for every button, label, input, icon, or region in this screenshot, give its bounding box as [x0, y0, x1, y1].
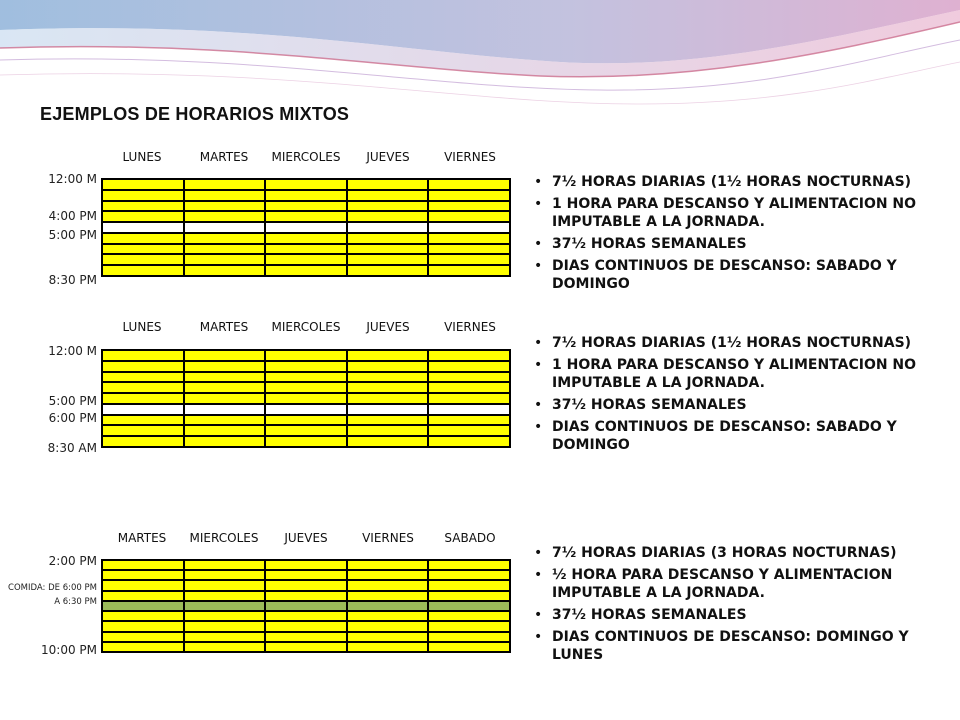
schedule-cell — [103, 612, 183, 620]
time-label: 12:00 M — [48, 344, 97, 358]
page-title: EJEMPLOS DE HORARIOS MIXTOS — [40, 104, 350, 124]
schedule-cell — [266, 622, 346, 630]
work-row — [103, 351, 509, 360]
schedule-cell — [429, 223, 509, 232]
work-row — [103, 592, 509, 600]
note-item: • 7½ HORAS DIARIAS (1½ HORAS NOCTURNAS) — [534, 174, 912, 190]
schedule-cell — [103, 622, 183, 630]
note-item: • 1 HORA PARA DESCANSO Y ALIMENTACION NO IMPUTABLE A LA JORNADA. — [534, 196, 917, 230]
schedule-cell — [266, 351, 346, 360]
break-row — [103, 405, 509, 414]
schedule-cell — [429, 426, 509, 435]
schedule-grid — [101, 178, 511, 277]
schedule-cell — [429, 362, 509, 371]
schedule-cell — [185, 245, 265, 254]
note-item: • 37½ HORAS SEMANALES — [534, 236, 747, 252]
schedule-cell — [103, 234, 183, 243]
schedule-cell — [185, 351, 265, 360]
schedule-cell — [429, 633, 509, 641]
schedule-cell — [429, 581, 509, 589]
work-row — [103, 643, 509, 651]
schedule-cell — [348, 581, 428, 589]
schedule-cell — [103, 416, 183, 425]
meal-time-label: COMIDA: DE 6:00 PM — [8, 583, 97, 593]
schedule-cell — [185, 266, 265, 275]
schedule-cell — [103, 643, 183, 651]
time-label: 12:00 M — [48, 172, 97, 186]
schedule-cell — [266, 362, 346, 371]
work-row — [103, 180, 509, 189]
schedule-cell — [348, 362, 428, 371]
schedule-cell — [348, 394, 428, 403]
work-row — [103, 191, 509, 200]
work-row — [103, 633, 509, 641]
schedule-cell — [266, 561, 346, 569]
time-label: 4:00 PM — [48, 209, 97, 223]
time-label: 8:30 PM — [48, 273, 97, 287]
schedule-cell — [185, 394, 265, 403]
schedule-cell — [429, 622, 509, 630]
time-label: 10:00 PM — [41, 643, 97, 657]
schedule-cell — [266, 212, 346, 221]
schedule-cell — [429, 373, 509, 382]
schedule-cell — [429, 212, 509, 221]
work-row — [103, 373, 509, 382]
day-header: VIERNES — [444, 150, 496, 164]
schedule-cell — [185, 212, 265, 221]
work-row — [103, 245, 509, 254]
schedule-cell — [348, 180, 428, 189]
work-row — [103, 212, 509, 221]
schedule-cell — [266, 266, 346, 275]
schedule-cell — [348, 405, 428, 414]
schedule-notes — [532, 544, 952, 668]
schedule-cell — [103, 571, 183, 579]
work-row — [103, 416, 509, 425]
schedule-cell — [348, 602, 428, 610]
day-headers — [101, 320, 511, 336]
schedule-cell — [429, 351, 509, 360]
schedule-cell — [266, 180, 346, 189]
day-header: MARTES — [199, 320, 249, 334]
schedule-cell — [103, 266, 183, 275]
schedule-cell — [185, 643, 265, 651]
schedule-cell — [348, 561, 428, 569]
schedule-cell — [348, 212, 428, 221]
schedule-cell — [266, 426, 346, 435]
schedule-cell — [429, 643, 509, 651]
day-header: JUEVES — [366, 150, 410, 164]
schedule-cell — [429, 394, 509, 403]
schedule-cell — [103, 581, 183, 589]
schedule-cell — [266, 602, 346, 610]
schedule-cell — [103, 633, 183, 641]
schedule-cell — [429, 612, 509, 620]
schedule-cell — [429, 416, 509, 425]
note-item: • 7½ HORAS DIARIAS (1½ HORAS NOCTURNAS) — [534, 335, 912, 351]
schedule-notes — [532, 334, 952, 458]
schedule-grid — [101, 349, 511, 448]
schedule-cell — [266, 191, 346, 200]
work-row — [103, 394, 509, 403]
work-row — [103, 266, 509, 275]
schedule-cell — [429, 405, 509, 414]
schedule-cell — [185, 426, 265, 435]
work-row — [103, 383, 509, 392]
schedule-cell — [429, 255, 509, 264]
schedule-cell — [103, 405, 183, 414]
schedule-cell — [266, 592, 346, 600]
schedule-cell — [103, 602, 183, 610]
day-header: MARTES — [199, 150, 249, 164]
schedule-cell — [185, 223, 265, 232]
schedule-cell — [103, 245, 183, 254]
schedule-cell — [348, 643, 428, 651]
schedule-cell — [348, 592, 428, 600]
note-item: • DIAS CONTINUOS DE DESCANSO: DOMINGO Y LUNES — [534, 629, 909, 663]
schedule-cell — [266, 245, 346, 254]
schedule-cell — [266, 405, 346, 414]
schedule-cell — [103, 362, 183, 371]
schedule-cell — [348, 571, 428, 579]
schedule-cell — [348, 234, 428, 243]
schedule-cell — [348, 351, 428, 360]
work-row — [103, 426, 509, 435]
day-header: LUNES — [122, 150, 162, 164]
day-headers — [101, 150, 511, 166]
schedule-cell — [185, 437, 265, 446]
meal-row — [103, 602, 509, 610]
note-item: • 1 HORA PARA DESCANSO Y ALIMENTACION NO IMPUTABLE A LA JORNADA. — [534, 357, 917, 391]
schedule-cell — [429, 383, 509, 392]
schedule-notes — [532, 173, 952, 297]
schedule-cell — [348, 245, 428, 254]
day-header: MIERCOLES — [189, 531, 259, 545]
schedule-cell — [103, 180, 183, 189]
schedule-cell — [185, 571, 265, 579]
schedule-cell — [103, 426, 183, 435]
schedule-cell — [266, 373, 346, 382]
time-label: 6:00 PM — [48, 411, 97, 425]
schedule-cell — [266, 255, 346, 264]
time-label: 8:30 AM — [47, 441, 97, 455]
schedule-cell — [103, 351, 183, 360]
day-header: LUNES — [122, 320, 162, 334]
work-row — [103, 437, 509, 446]
schedule-cell — [266, 612, 346, 620]
schedule-cell — [429, 561, 509, 569]
schedule-cell — [103, 437, 183, 446]
schedule-cell — [266, 416, 346, 425]
schedule-cell — [266, 202, 346, 211]
work-row — [103, 234, 509, 243]
schedule-cell — [103, 212, 183, 221]
schedule-cell — [185, 602, 265, 610]
schedule-cell — [185, 191, 265, 200]
schedule-cell — [348, 373, 428, 382]
schedule-cell — [429, 180, 509, 189]
schedule-cell — [185, 561, 265, 569]
schedule-cell — [429, 266, 509, 275]
schedule-cell — [103, 223, 183, 232]
schedule-cell — [185, 416, 265, 425]
schedule-cell — [348, 612, 428, 620]
schedule-cell — [103, 202, 183, 211]
schedule-cell — [266, 394, 346, 403]
schedule-cell — [185, 202, 265, 211]
schedule-cell — [103, 592, 183, 600]
schedule-cell — [266, 383, 346, 392]
schedule-cell — [185, 405, 265, 414]
day-header: SABADO — [444, 531, 496, 545]
schedule-cell — [103, 383, 183, 392]
time-label: 2:00 PM — [48, 554, 97, 568]
schedule-cell — [185, 180, 265, 189]
schedule-cell — [266, 633, 346, 641]
day-header: VIERNES — [444, 320, 496, 334]
schedule-cell — [185, 234, 265, 243]
schedule-cell — [429, 571, 509, 579]
schedule-cell — [185, 362, 265, 371]
work-row — [103, 362, 509, 371]
schedule-cell — [266, 571, 346, 579]
schedule-cell — [348, 416, 428, 425]
schedule-grid — [101, 559, 511, 653]
work-row — [103, 255, 509, 264]
schedule-cell — [348, 223, 428, 232]
schedule-cell — [348, 202, 428, 211]
schedule-cell — [348, 437, 428, 446]
day-header: MARTES — [117, 531, 167, 545]
schedule-cell — [185, 592, 265, 600]
schedule-cell — [429, 234, 509, 243]
schedule-cell — [185, 633, 265, 641]
note-item: • 7½ HORAS DIARIAS (3 HORAS NOCTURNAS) — [534, 545, 897, 561]
work-row — [103, 581, 509, 589]
work-row — [103, 571, 509, 579]
day-headers — [101, 531, 511, 547]
schedule-cell — [429, 202, 509, 211]
note-item: • 37½ HORAS SEMANALES — [534, 397, 747, 413]
note-item: • DIAS CONTINUOS DE DESCANSO: SABADO Y DOMINGO — [534, 419, 897, 453]
schedule-cell — [103, 255, 183, 264]
schedule-cell — [348, 266, 428, 275]
schedule-cell — [429, 245, 509, 254]
header-wave-decoration — [0, 0, 960, 110]
schedule-cell — [103, 561, 183, 569]
schedule-cell — [185, 581, 265, 589]
day-header: JUEVES — [366, 320, 410, 334]
schedule-cell — [185, 612, 265, 620]
note-item: • 37½ HORAS SEMANALES — [534, 607, 747, 623]
schedule-cell — [185, 373, 265, 382]
meal-time-label: A 6:30 PM — [54, 597, 97, 607]
schedule-cell — [185, 383, 265, 392]
schedule-cell — [266, 581, 346, 589]
schedule-cell — [266, 643, 346, 651]
schedule-cell — [429, 592, 509, 600]
schedule-cell — [348, 426, 428, 435]
work-row — [103, 622, 509, 630]
schedule-cell — [185, 622, 265, 630]
break-row — [103, 223, 509, 232]
schedule-cell — [103, 373, 183, 382]
time-label: 5:00 PM — [48, 228, 97, 242]
schedule-cell — [266, 437, 346, 446]
schedule-cell — [348, 633, 428, 641]
time-label: 5:00 PM — [48, 394, 97, 408]
day-header: VIERNES — [362, 531, 414, 545]
schedule-cell — [429, 191, 509, 200]
schedule-cell — [266, 223, 346, 232]
note-item: • ½ HORA PARA DESCANSO Y ALIMENTACION IMPUTABLE A LA JORNADA. — [534, 567, 893, 601]
note-item: • DIAS CONTINUOS DE DESCANSO: SABADO Y DOMINGO — [534, 258, 897, 292]
work-row — [103, 561, 509, 569]
schedule-cell — [348, 255, 428, 264]
day-header: MIERCOLES — [271, 320, 341, 334]
schedule-cell — [429, 437, 509, 446]
work-row — [103, 202, 509, 211]
schedule-cell — [266, 234, 346, 243]
schedule-cell — [348, 191, 428, 200]
day-header: JUEVES — [284, 531, 328, 545]
schedule-cell — [103, 394, 183, 403]
schedule-cell — [348, 383, 428, 392]
schedule-cell — [429, 602, 509, 610]
schedule-cell — [103, 191, 183, 200]
work-row — [103, 612, 509, 620]
schedule-cell — [185, 255, 265, 264]
schedule-cell — [348, 622, 428, 630]
day-header: MIERCOLES — [271, 150, 341, 164]
